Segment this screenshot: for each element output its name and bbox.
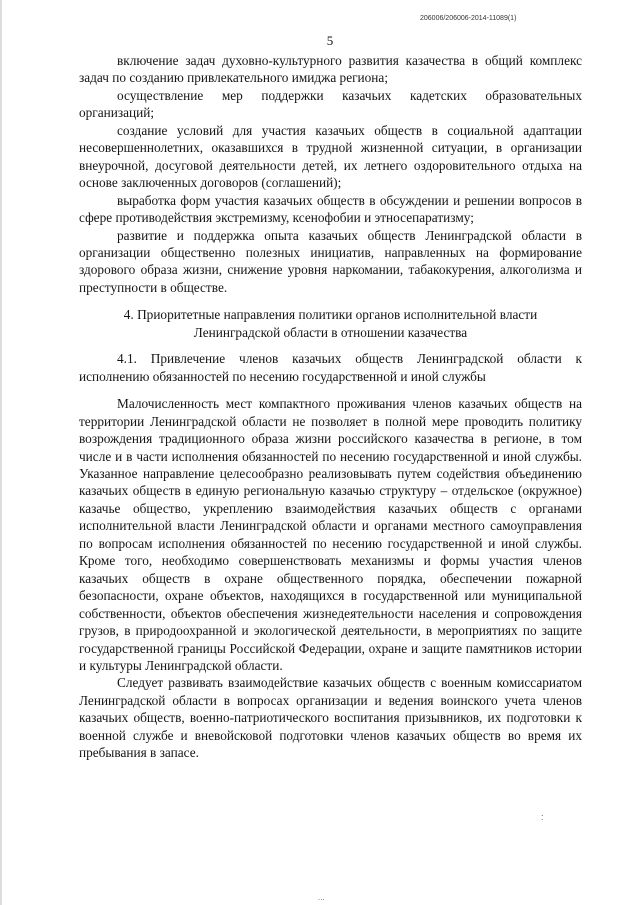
paragraph: осуществление мер поддержки казачьих кадетских образовательных организаций; [79,87,582,121]
paragraph: Следует развивать взаимодействие казачьих обществ с военным комиссариатом Ленинградской области в вопросах организации и ведения воинского учета членов казачьих обществ, военно-патриотического воспитания призывников, их подготовки к военной службе и вневойсковой подготовки членов казачьих обществ во время их пребывания в запасе. [79,675,582,761]
paragraph: выработка форм участия казачьих обществ в обсуждении и решении вопросов в сфере противодействия экстремизму, ксенофобии и этносепаратизму; [79,192,582,226]
page-number: 5 [326,33,334,48]
subsection-heading-text: 4.1. Привлечение членов казачьих обществ Ленинградской области к исполнению обязанностей по несению государственной и иной службы [79,351,582,384]
section-heading-line: 4. Приоритетные направления политики органов исполнительной власти [123,307,538,323]
document-id: 206006/206006-2014-11089(1) [420,15,517,22]
bottom-mark: ... [318,893,325,902]
margin-mark: : [541,812,544,822]
paragraph: создание условий для участия казачьих обществ в социальной адаптации несовершеннолетних, оказавшихся в трудной жизненной ситуации, в организации внеурочной, досуговой деятельности детей, их летнего оздоровительного отдыха на основе заключенных договоров (соглашений); [79,122,582,191]
paragraph: включение задач духовно-культурного развития казачества в общий комплекс задач по созданию привлекательного имиджа региона; [79,53,582,86]
spacer [79,385,582,395]
section-heading [79,306,582,341]
section-heading-line: Ленинградской области в отношении казачества [193,324,468,340]
document-body [79,52,582,762]
scan-edge [0,0,2,905]
subsection-heading [79,350,582,385]
paragraph: развитие и поддержка опыта казачьих обществ Ленинградской области в организации общественно полезных инициатив, направленных на формирование здорового образа жизни, снижение уровня наркомании, табакокурения, алкоголизма и преступности в обществе. [79,227,582,295]
paragraph: Малочисленность мест компактного проживания членов казачьих обществ на территории Ленинградской области не позволяет в полной мере проводить политику возрождения традиционного образа жизни российского казачества в регионе, в том числе и в части исполнения обязанностей по несению государственной и иной службы. Указанное направление целесообразно реализовывать путем содействия объединению казачьих обществ в единую региональную казачью структуру – отдельское (окружное) казачье общество, укреплению взаимодействия казачьих обществ с органами исполнительной власти Ленинградской области и органами местного самоуправления по вопросам исполнения обязанностей по несению государственной и иной службы. Кроме того, необходимо совершенствовать механизмы и формы участия членов казачьих обществ в охране общественного порядка, обеспечении пожарной безопасности, охране объектов, находящихся в государственной или муниципальной собственности, объектов обеспечения жизнедеятельности населения и сопровождения грузов, в природоохранной и экологической деятельности, в мероприятиях по защите государственной границы Российской Федерации, охране и защите памятников истории и культуры Ленинградской области. [79,396,582,673]
